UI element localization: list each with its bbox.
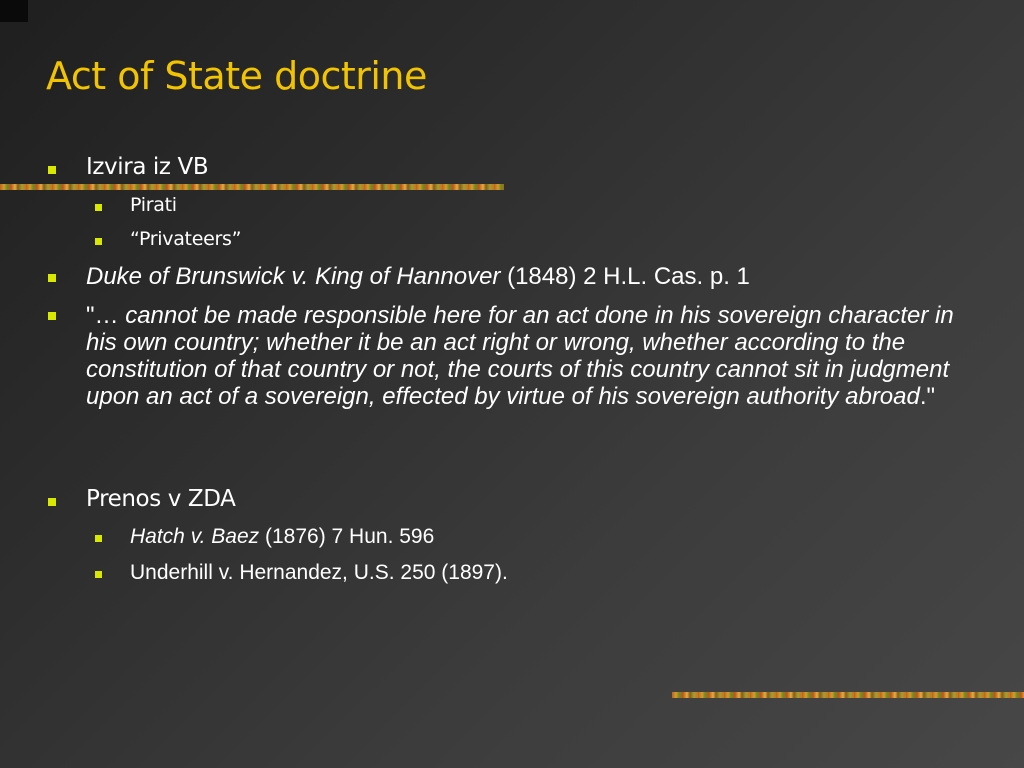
quote-close: .": [919, 383, 936, 410]
quote-open: "…: [86, 302, 126, 329]
bullet-transfer-usa: Prenos v ZDA: [86, 486, 236, 512]
square-bullet-icon: [95, 204, 102, 211]
case-name: Hatch v. Baez: [130, 525, 260, 548]
sub-bullet-hatch-v-baez: [130, 525, 434, 549]
decorative-bar-top: [0, 184, 504, 190]
bullet-quote: [86, 302, 966, 410]
case-citation: (1848) 2 H.L. Cas. p. 1: [500, 263, 750, 290]
sub-bullet-pirates: Pirati: [130, 194, 177, 216]
square-bullet-icon: [95, 571, 102, 578]
bullet-duke-of-brunswick-case: [86, 263, 750, 291]
decorative-bar-bottom: [672, 692, 1024, 698]
case-name: Duke of Brunswick v. King of Hannover: [86, 263, 501, 290]
square-bullet-icon: [48, 274, 56, 282]
square-bullet-icon: [48, 498, 56, 506]
bullet-origin-uk: Izvira iz VB: [86, 154, 209, 180]
square-bullet-icon: [95, 238, 102, 245]
sub-bullet-underhill-v-hernandez: Underhill v. Hernandez, U.S. 250 (1897).: [130, 561, 508, 584]
square-bullet-icon: [48, 166, 56, 174]
quote-text: cannot be made responsible here for an act done in his sovereign character in his own country; whether it be an act right or wrong, whether according to the constitution of that country or not, the courts of this country cannot sit in judgment upon an act of a sovereign, effected by virtue of his sovereign authority abroad: [86, 302, 954, 410]
case-citation: (1876) 7 Hun. 596: [259, 525, 435, 548]
square-bullet-icon: [48, 312, 56, 320]
square-bullet-icon: [95, 535, 102, 542]
corner-mark: [0, 0, 28, 22]
slide-title: Act of State doctrine: [46, 54, 427, 98]
sub-bullet-privateers: “Privateers”: [130, 228, 242, 250]
